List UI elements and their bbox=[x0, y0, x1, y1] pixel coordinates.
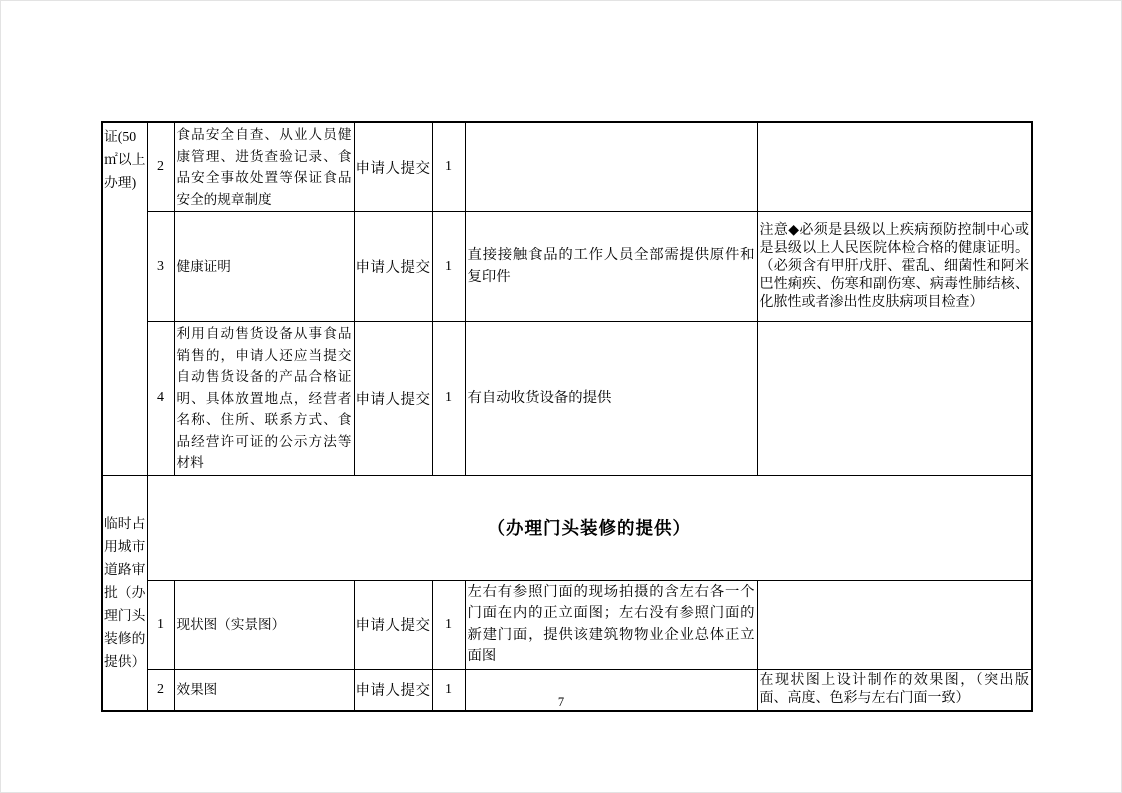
row-number-cell: 2 bbox=[147, 122, 174, 212]
submitter-cell: 申请人提交 bbox=[354, 322, 432, 476]
description-cell: 直接接触食品的工作人员全部需提供原件和复印件 bbox=[465, 212, 757, 322]
table-row bbox=[102, 322, 1032, 476]
item-name-cell: 食品安全自查、从业人员健康管理、进货查验记录、食品安全事故处置等保证食品安全的规章制度 bbox=[174, 122, 354, 212]
table-row bbox=[102, 122, 1032, 212]
item-name-cell: 健康证明 bbox=[174, 212, 354, 322]
item-name-cell: 效果图 bbox=[174, 669, 354, 711]
note-cell: 在现状图上设计制作的效果图，（突出版面、高度、色彩与左右门面一致） bbox=[757, 669, 1032, 711]
quantity-cell: 1 bbox=[432, 322, 465, 476]
quantity-cell: 1 bbox=[432, 122, 465, 212]
item-name-cell: 利用自动售货设备从事食品销售的，申请人还应当提交自动售货设备的产品合格证明、具体放置地点，经营者名称、住所、联系方式、食品经营许可证的公示方法等材料 bbox=[174, 322, 354, 476]
category-cell-food-permit: 证(50㎡以上办理) bbox=[102, 122, 147, 475]
row-number-cell: 3 bbox=[147, 212, 174, 322]
note-cell bbox=[757, 122, 1032, 212]
row-number-cell: 4 bbox=[147, 322, 174, 476]
page-number: 7 bbox=[557, 695, 565, 709]
category-cell-road-occupation: 临时占用城市道路审批（办理门头装修的提供） bbox=[102, 475, 147, 711]
submitter-cell: 申请人提交 bbox=[354, 580, 432, 669]
row-number-cell: 1 bbox=[147, 580, 174, 669]
application-materials-table bbox=[101, 121, 1033, 712]
note-cell: 注意◆必须是县级以上疾病预防控制中心或是县级以上人民医院体检合格的健康证明。（必须含有甲肝戊肝、霍乱、细菌性和阿米巴性痢疾、伤寒和副伤寒、病毒性肺结核、化脓性或者渗出性皮肤病项目检查） bbox=[757, 212, 1032, 322]
row-number-cell: 2 bbox=[147, 669, 174, 711]
quantity-cell: 1 bbox=[432, 580, 465, 669]
table-row bbox=[102, 580, 1032, 669]
item-name-cell: 现状图（实景图） bbox=[174, 580, 354, 669]
submitter-cell: 申请人提交 bbox=[354, 212, 432, 322]
submitter-cell: 申请人提交 bbox=[354, 669, 432, 711]
quantity-cell: 1 bbox=[432, 212, 465, 322]
section-header-cell: （办理门头装修的提供） bbox=[147, 475, 1032, 580]
description-cell: 有自动收货设备的提供 bbox=[465, 322, 757, 476]
description-cell bbox=[465, 122, 757, 212]
note-cell bbox=[757, 322, 1032, 476]
quantity-cell: 1 bbox=[432, 669, 465, 711]
description-cell: 左右有参照门面的现场拍摄的含左右各一个门面在内的正立面图；左右没有参照门面的新建门面，提供该建筑物物业企业总体正立面图 bbox=[465, 580, 757, 669]
table-row bbox=[102, 212, 1032, 322]
note-cell bbox=[757, 580, 1032, 669]
table-row bbox=[102, 475, 1032, 580]
submitter-cell: 申请人提交 bbox=[354, 122, 432, 212]
